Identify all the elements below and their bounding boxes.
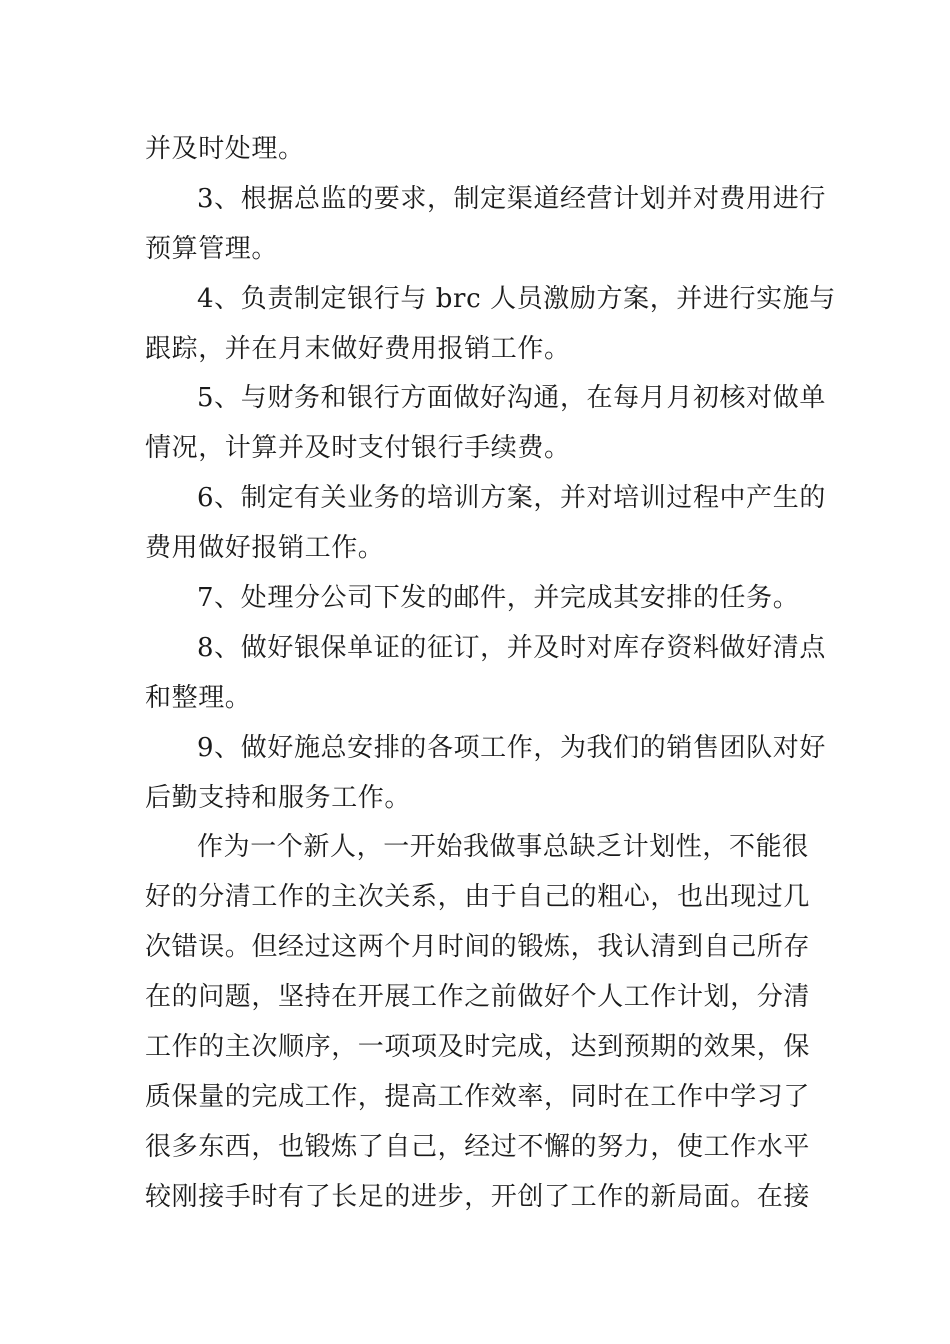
text-line: 7、处理分公司下发的邮件，并完成其安排的任务。 xyxy=(197,583,800,614)
text-line: 次错误。但经过这两个月时间的锻炼，我认清到自己所存 xyxy=(145,932,811,963)
text-line: 8、做好银保单证的征订，并及时对库存资料做好清点 xyxy=(197,632,826,663)
text-line: 好的分清工作的主次关系，由于自己的粗心，也出现过几 xyxy=(145,882,811,913)
text-line: 很多东西，也锻炼了自己，经过不懈的努力，使工作水平 xyxy=(145,1131,811,1162)
text-line: 在的问题，坚持在开展工作之前做好个人工作计划，分清 xyxy=(145,982,811,1013)
text-line: 较刚接手时有了长足的进步，开创了工作的新局面。在接 xyxy=(145,1181,811,1212)
text-line: 9、做好施总安排的各项工作，为我们的销售团队对好 xyxy=(197,732,826,763)
text-line: 和整理。 xyxy=(145,682,252,713)
text-line: 质保量的完成工作，提高工作效率，同时在工作中学习了 xyxy=(145,1081,811,1112)
text-line: 5、与财务和银行方面做好沟通，在每月月初核对做单 xyxy=(197,383,826,414)
text-line: 费用做好报销工作。 xyxy=(145,533,385,564)
text-line: 工作的主次顺序，一项项及时完成，达到预期的效果，保 xyxy=(145,1032,811,1063)
text-line: 作为一个新人，一开始我做事总缺乏计划性，不能很 xyxy=(197,832,809,863)
text-line: 4、负责制定银行与 brc 人员激励方案，并进行实施与 xyxy=(197,283,836,314)
text-line: 3、根据总监的要求，制定渠道经营计划并对费用进行 xyxy=(197,183,826,214)
text-line: 并及时处理。 xyxy=(145,134,305,164)
body-text xyxy=(145,125,836,1223)
text-line: 6、制定有关业务的培训方案，并对培训过程中产生的 xyxy=(197,483,826,514)
text-line: 跟踪，并在月末做好费用报销工作。 xyxy=(145,333,571,364)
text-line: 预算管理。 xyxy=(145,233,279,264)
text-line: 后勤支持和服务工作。 xyxy=(145,782,412,813)
text-line: 情况，计算并及时支付银行手续费。 xyxy=(145,433,571,464)
